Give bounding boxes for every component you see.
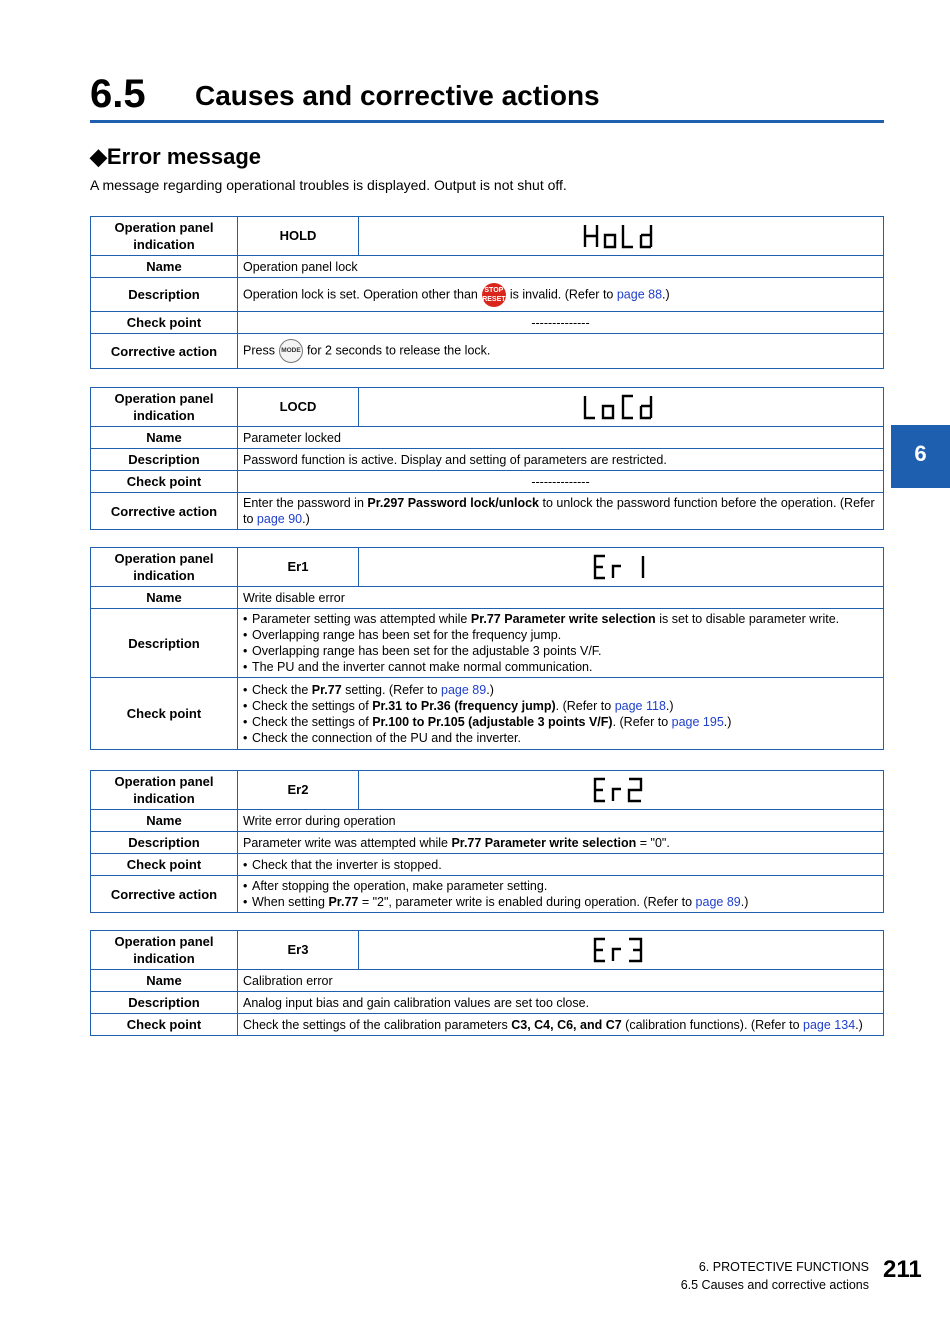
check-point-label: Check point	[91, 471, 238, 493]
page-number: 211	[883, 1256, 922, 1283]
error-description	[238, 609, 884, 678]
error-table-er3	[90, 930, 884, 1036]
mode-button-icon: MODE	[279, 339, 303, 363]
corrective-action-label: Corrective action	[91, 334, 238, 369]
page-link[interactable]: page 195	[671, 714, 724, 729]
list-item: • Check the Pr.77 setting. (Refer to page 89.)	[243, 682, 878, 698]
segment-display	[359, 217, 884, 256]
segment-display	[359, 931, 884, 970]
error-description: Parameter write was attempted while Pr.77 Parameter write selection = "0".	[238, 832, 884, 854]
list-item: • Check the connection of the PU and the inverter.	[243, 730, 878, 746]
indication-label: Operation panel indication	[91, 548, 238, 587]
list-item: • Check the settings of Pr.100 to Pr.105 (adjustable 3 points V/F). (Refer to page 195.)	[243, 714, 878, 730]
corrective-action-value: Press MODE for 2 seconds to release the lock.	[238, 334, 884, 369]
check-point-value	[238, 854, 884, 876]
section-number: 6.5	[90, 72, 146, 116]
segment-display	[359, 771, 884, 810]
error-table-locd	[90, 387, 884, 530]
error-name: Write disable error	[238, 587, 884, 609]
seg-display-icon	[581, 392, 661, 422]
check-point-value	[238, 678, 884, 750]
diamond-icon: ◆	[90, 144, 107, 169]
check-point-label: Check point	[91, 678, 238, 750]
footer-section: 6.5 Causes and corrective actions	[680, 1278, 869, 1292]
error-table-hold	[90, 216, 884, 369]
seg-display-icon	[591, 775, 651, 805]
error-code: Er2	[238, 771, 359, 810]
list-item: • Overlapping range has been set for the adjustable 3 points V/F.	[243, 643, 878, 659]
subsection-description: A message regarding operational troubles is displayed. Output is not shut off.	[90, 177, 567, 193]
subsection-title: Error message	[106, 144, 262, 169]
page-link[interactable]: page 89	[695, 895, 741, 909]
corrective-action-label: Corrective action	[91, 876, 238, 913]
list-item: • Check that the inverter is stopped.	[243, 857, 878, 873]
description-label: Description	[91, 992, 238, 1014]
corrective-action-value: Enter the password in Pr.297 Password lock/unlock to unlock the password function before the operation. (Refer to page 90.)	[238, 493, 884, 530]
corrective-action-label: Corrective action	[91, 493, 238, 530]
list-item: • After stopping the operation, make parameter setting.	[243, 878, 878, 894]
name-label: Name	[91, 427, 238, 449]
error-description: Password function is active. Display and setting of parameters are restricted.	[238, 449, 884, 471]
list-item: • The PU and the inverter cannot make normal communication.	[243, 659, 878, 675]
stop-reset-icon: STOP RESET	[482, 283, 506, 307]
list-item: • Overlapping range has been set for the frequency jump.	[243, 627, 878, 643]
error-table-er1	[90, 547, 884, 750]
description-label: Description	[91, 278, 238, 312]
chapter-tab[interactable]: 6	[891, 425, 950, 488]
error-name: Parameter locked	[238, 427, 884, 449]
check-point-value: Check the settings of the calibration parameters C3, C4, C6, and C7 (calibration functions). (Refer to page 134.)	[238, 1014, 884, 1036]
error-description: Analog input bias and gain calibration values are set too close.	[238, 992, 884, 1014]
page-link[interactable]: page 88	[616, 286, 663, 301]
subsection-heading	[90, 144, 261, 170]
check-point-value: --------------	[238, 471, 884, 493]
seg-display-icon	[591, 935, 651, 965]
header-rule	[90, 120, 884, 123]
error-name: Calibration error	[238, 970, 884, 992]
check-point-value: --------------	[238, 312, 884, 334]
seg-display-icon	[581, 221, 661, 251]
list-item: • Parameter setting was attempted while Pr.77 Parameter write selection is set to disable parameter write.	[243, 611, 878, 627]
indication-label: Operation panel indication	[91, 388, 238, 427]
name-label: Name	[91, 587, 238, 609]
error-name: Operation panel lock	[238, 256, 884, 278]
error-table-er2	[90, 770, 884, 913]
error-code: Er1	[238, 548, 359, 587]
list-item: • Check the settings of Pr.31 to Pr.36 (frequency jump). (Refer to page 118.)	[243, 698, 878, 714]
name-label: Name	[91, 256, 238, 278]
description-label: Description	[91, 832, 238, 854]
name-label: Name	[91, 970, 238, 992]
segment-display	[359, 388, 884, 427]
indication-label: Operation panel indication	[91, 931, 238, 970]
error-name: Write error during operation	[238, 810, 884, 832]
page-title: Causes and corrective actions	[195, 80, 600, 111]
check-point-label: Check point	[91, 854, 238, 876]
page-link[interactable]: page 90	[256, 512, 303, 526]
footer-chapter: 6. PROTECTIVE FUNCTIONS	[698, 1260, 869, 1274]
indication-label: Operation panel indication	[91, 217, 238, 256]
page-link[interactable]: page 89	[441, 682, 487, 697]
segment-display	[359, 548, 884, 587]
error-code: LOCD	[238, 388, 359, 427]
error-code: HOLD	[238, 217, 359, 256]
error-description: Operation lock is set. Operation other than STOP RESET is invalid. (Refer to page 88.)	[238, 278, 884, 312]
seg-display-icon	[591, 552, 651, 582]
description-label: Description	[91, 449, 238, 471]
check-point-label: Check point	[91, 312, 238, 334]
name-label: Name	[91, 810, 238, 832]
description-label: Description	[91, 609, 238, 678]
indication-label: Operation panel indication	[91, 771, 238, 810]
corrective-action-value	[238, 876, 884, 913]
list-item: • When setting Pr.77 = "2", parameter write is enabled during operation. (Refer to page 89.)	[243, 894, 878, 910]
check-point-label: Check point	[91, 1014, 238, 1036]
page-link[interactable]: page 118	[614, 698, 666, 713]
page-link[interactable]: page 134	[803, 1017, 856, 1032]
error-code: Er3	[238, 931, 359, 970]
